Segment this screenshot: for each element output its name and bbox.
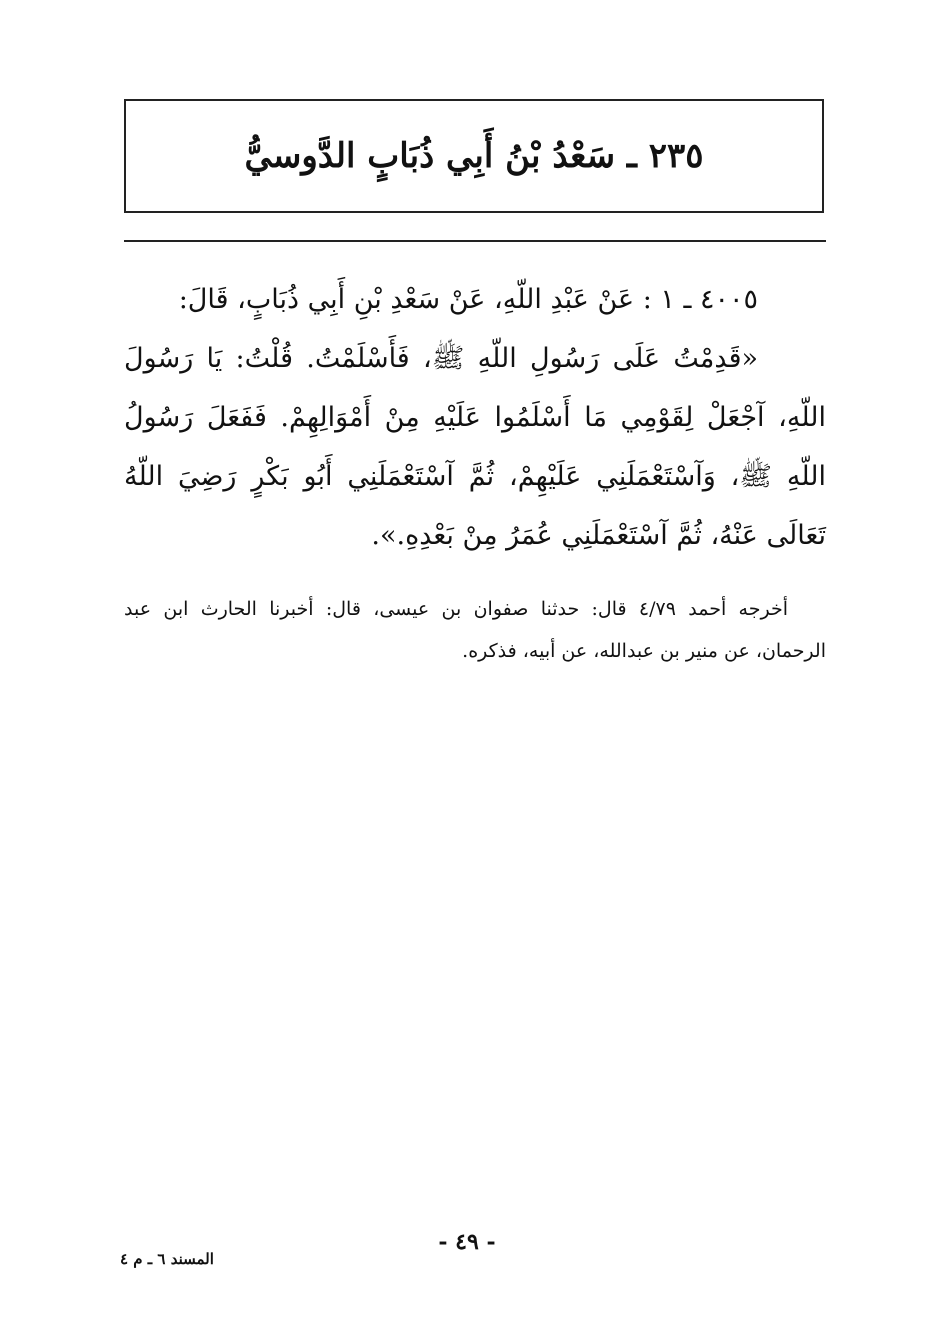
hadith-isnad: ٤٠٠٥ ـ ١ : عَنْ عَبْدِ اللّهِ، عَنْ سَعْدِ بْنِ أَبِي ذُبَابٍ، قَالَ: bbox=[178, 284, 758, 315]
hadith-matn: «قَدِمْتُ عَلَى رَسُولِ اللّهِ ﷺ، فَأَسْلَمْتُ. قُلْتُ: يَا رَسُولَ اللّهِ، آجْعَلْ لِقَوْمِي مَا أَسْلَمُوا عَلَيْهِ مِنْ أَمْوَالِهِمْ. فَفَعَلَ رَسُولُ اللّهِ ﷺ، وَآسْتَعْمَلَنِي عَلَيْهِمْ، ثُمَّ آسْتَعْمَلَنِي أَبُو بَكْرٍ رَضِيَ اللّهُ تَعَالَى عَنْهُ، ثُمَّ آسْتَعْمَلَنِي عُمَرُ مِنْ بَعْدِهِ.». bbox=[124, 343, 826, 551]
chapter-title: ٢٣٥ ـ سَعْدُ بْنُ أَبِي ذُبَابٍ الدَّوسيُّ bbox=[244, 135, 704, 176]
chapter-title-box bbox=[124, 99, 824, 213]
printer-signature: المسند ٦ ـ م ٤ bbox=[120, 1250, 214, 1268]
hadith-text bbox=[124, 270, 826, 565]
takhrij-footnote: أخرجه أحمد ٤/٧٩ قال: حدثنا صفوان بن عيسى، قال: أخبرنا الحارث ابن عبد الرحمان، عن منير بن عبدالله، عن أبيه، فذكره. bbox=[124, 598, 826, 662]
page-number: - ٤٩ - bbox=[438, 1229, 496, 1255]
header-divider bbox=[124, 240, 826, 242]
